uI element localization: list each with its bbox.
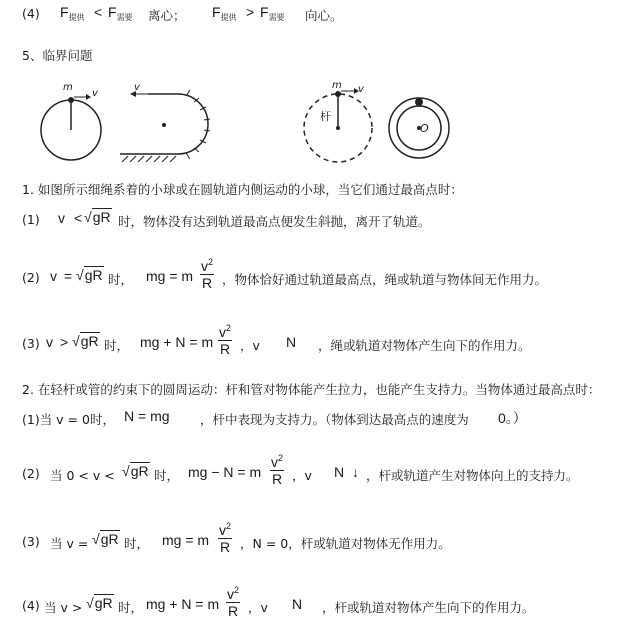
label-v-track: v [134, 82, 140, 93]
sqrt-gR: √gR [86, 595, 113, 611]
label-O: O [420, 122, 429, 135]
label-rod: 杆 [320, 110, 331, 123]
label-m-rod: m [332, 80, 342, 91]
fraction-v2-R: $\frac{v^2}{R}$ [226, 582, 240, 619]
q1-title: 1. 如图所示细绳系着的小球或在圆轨道内侧运动的小球，当它们通过最高点时： [22, 182, 463, 197]
down-arrow-icon: ↓ [352, 464, 359, 480]
force-required-2: $F_{需要}$ [260, 4, 285, 22]
section-heading: 5、临界问题 [22, 48, 93, 63]
force-required: $F_{需要}$ [108, 4, 133, 22]
sqrt-gR: √gR [84, 209, 111, 225]
sqrt-gR: √gR [92, 531, 119, 547]
less-than: < [94, 4, 103, 20]
figure-track-inside [118, 82, 218, 162]
label-m: m [63, 82, 73, 93]
force-supplied: $F_{提供}$ [60, 4, 85, 22]
sqrt-gR: √gR [76, 267, 103, 283]
centripetal-text: 向心。 [305, 8, 343, 23]
label-v: v [92, 88, 98, 99]
figure-rod-circle [302, 80, 378, 170]
q2-title: 2. 在轻杆或管的约束下的圆周运动：杆和管对物体能产生拉力，也能产生支持力。当物体通过最高点时： [22, 382, 601, 397]
fraction-v2-R: $\frac{v^2}{R}$ [218, 518, 232, 555]
item-number: (4) [22, 6, 40, 21]
centrifugal-text: 离心； [148, 8, 186, 23]
sqrt-gR: √gR [72, 333, 99, 349]
fraction-v2-R: $\frac{v^2}{R}$ [270, 450, 284, 487]
fraction-v2-R: $\frac{v^2}{R}$ [218, 320, 232, 357]
greater-than: > [246, 4, 255, 20]
label-v-rod: v [358, 84, 364, 95]
force-supplied-2: $F_{提供}$ [212, 4, 237, 22]
fraction-v2-R: $\frac{v^2}{R}$ [200, 254, 214, 291]
figure-tube-circle [386, 88, 452, 164]
sqrt-gR: √gR [122, 463, 149, 479]
